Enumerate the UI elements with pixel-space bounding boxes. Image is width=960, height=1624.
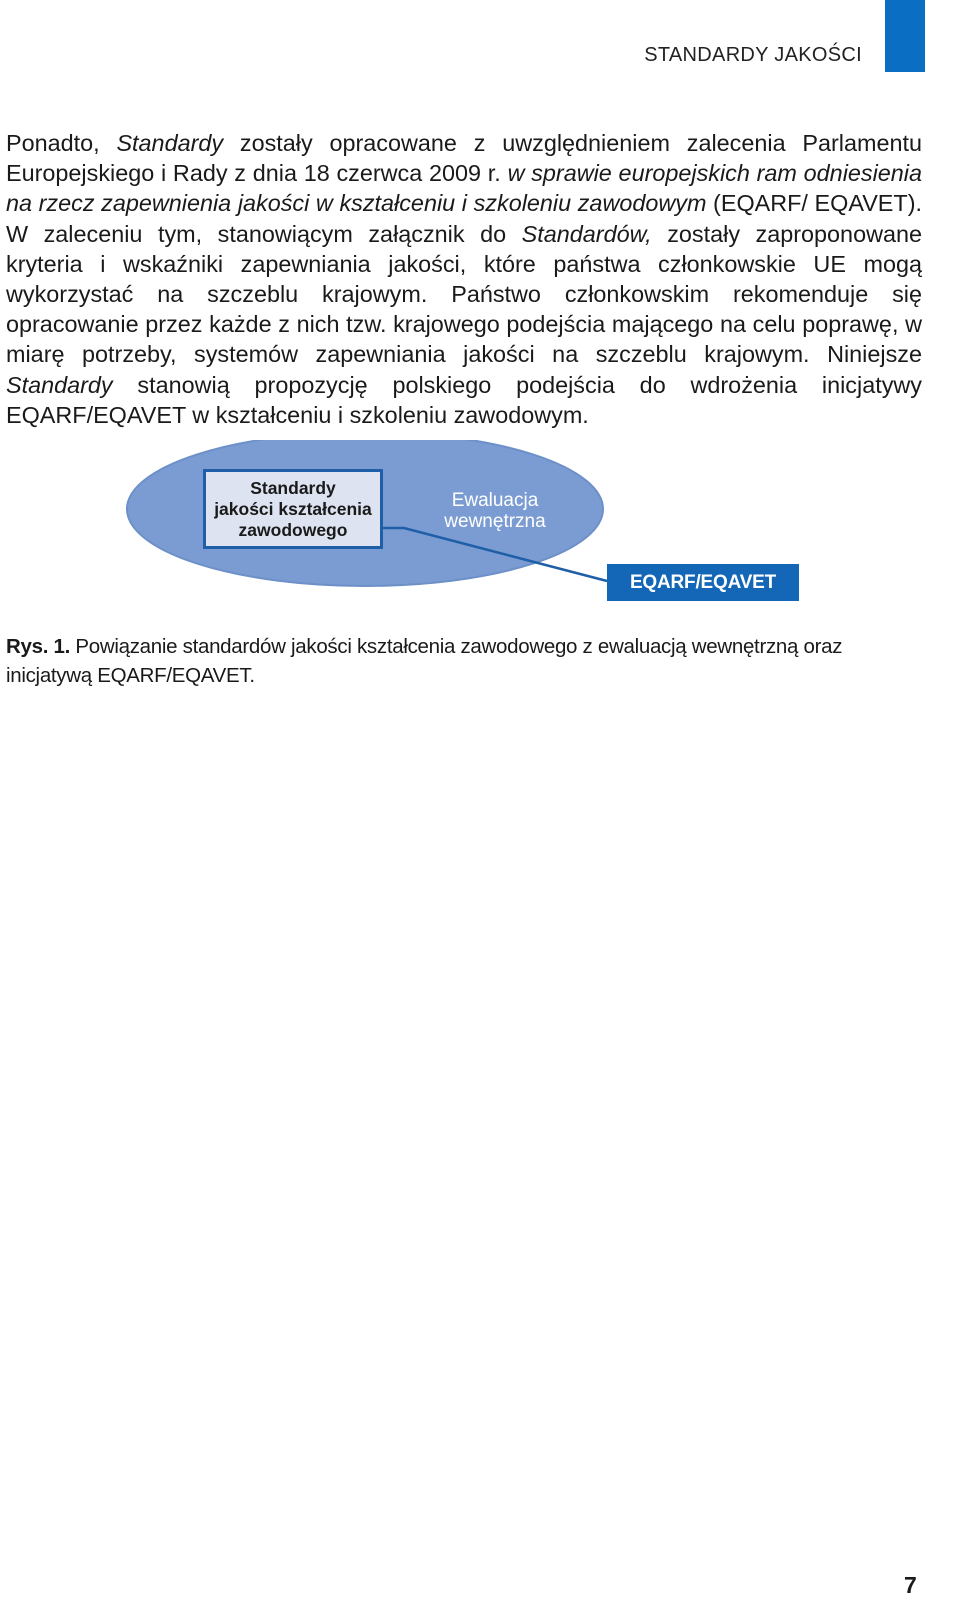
body-italic-segment: Standardy [116,130,224,156]
standards-box-line: zawodowego [238,519,348,540]
figure-diagram [0,440,960,620]
evaluation-label-line: wewnętrzna [444,511,546,532]
figure-caption-label: Rys. 1. [6,635,70,658]
figure-caption [6,632,922,690]
standards-box-line: Standardy [250,477,336,498]
evaluation-label [440,490,550,532]
body-italic-segment: Standardów, [521,220,652,247]
standards-box [203,469,383,549]
body-italic-segment: w sprawie europejskich ram odniesienia na rzecz zapewnienia jakości w kształceniu i szkoleniu zawodowym [6,160,923,217]
body-text-segment: Ponadto, [6,130,117,156]
body-italic-segment: Standardy [6,371,113,398]
evaluation-label-line: Ewaluacja [451,490,539,511]
body-text-segment: (EQARF/ EQAVET). W zaleceniu tym, stanowiącym załącznik do [6,190,922,247]
standards-box-line: jakości kształcenia [214,498,372,519]
figure-caption-text: Powiązanie standardów jakości kształcenia zawodowego z ewaluacją wewnętrzną oraz inicjatywą EQARF/EQAVET. [6,635,843,687]
page-number: 7 [904,1572,917,1598]
eqarf-eqavet-box: EQARF/EQAVET [607,564,799,601]
chapter-tab-marker [885,0,925,72]
running-header: STANDARDY JAKOŚCI [644,44,862,66]
body-text-segment: stanowią propozycję polskiego podejścia do wdrożenia inicjatywy EQARF/EQAVET w kształceniu i szkoleniu zawodowym. [6,371,922,428]
body-text-segment: zostały zaproponowane kryteria i wskaźniki zapewniania jakości, które państwa członkowskie UE mogą wykorzystać na szczeblu krajowym. Państwo członkowskim rekomenduje się opracowanie przez każde z nich tzw. krajowego podejścia mającego na celu poprawę, w miarę potrzeby, systemów zapewniania jakości na szczeblu krajowym. Niniejsze [6,220,922,368]
body-text-segment: zostały opracowane z uwzględnieniem zalecenia Parlamentu Europejskiego i Rady z dnia 18 czerwca 2009 r. [6,130,922,187]
body-paragraph [6,128,922,430]
